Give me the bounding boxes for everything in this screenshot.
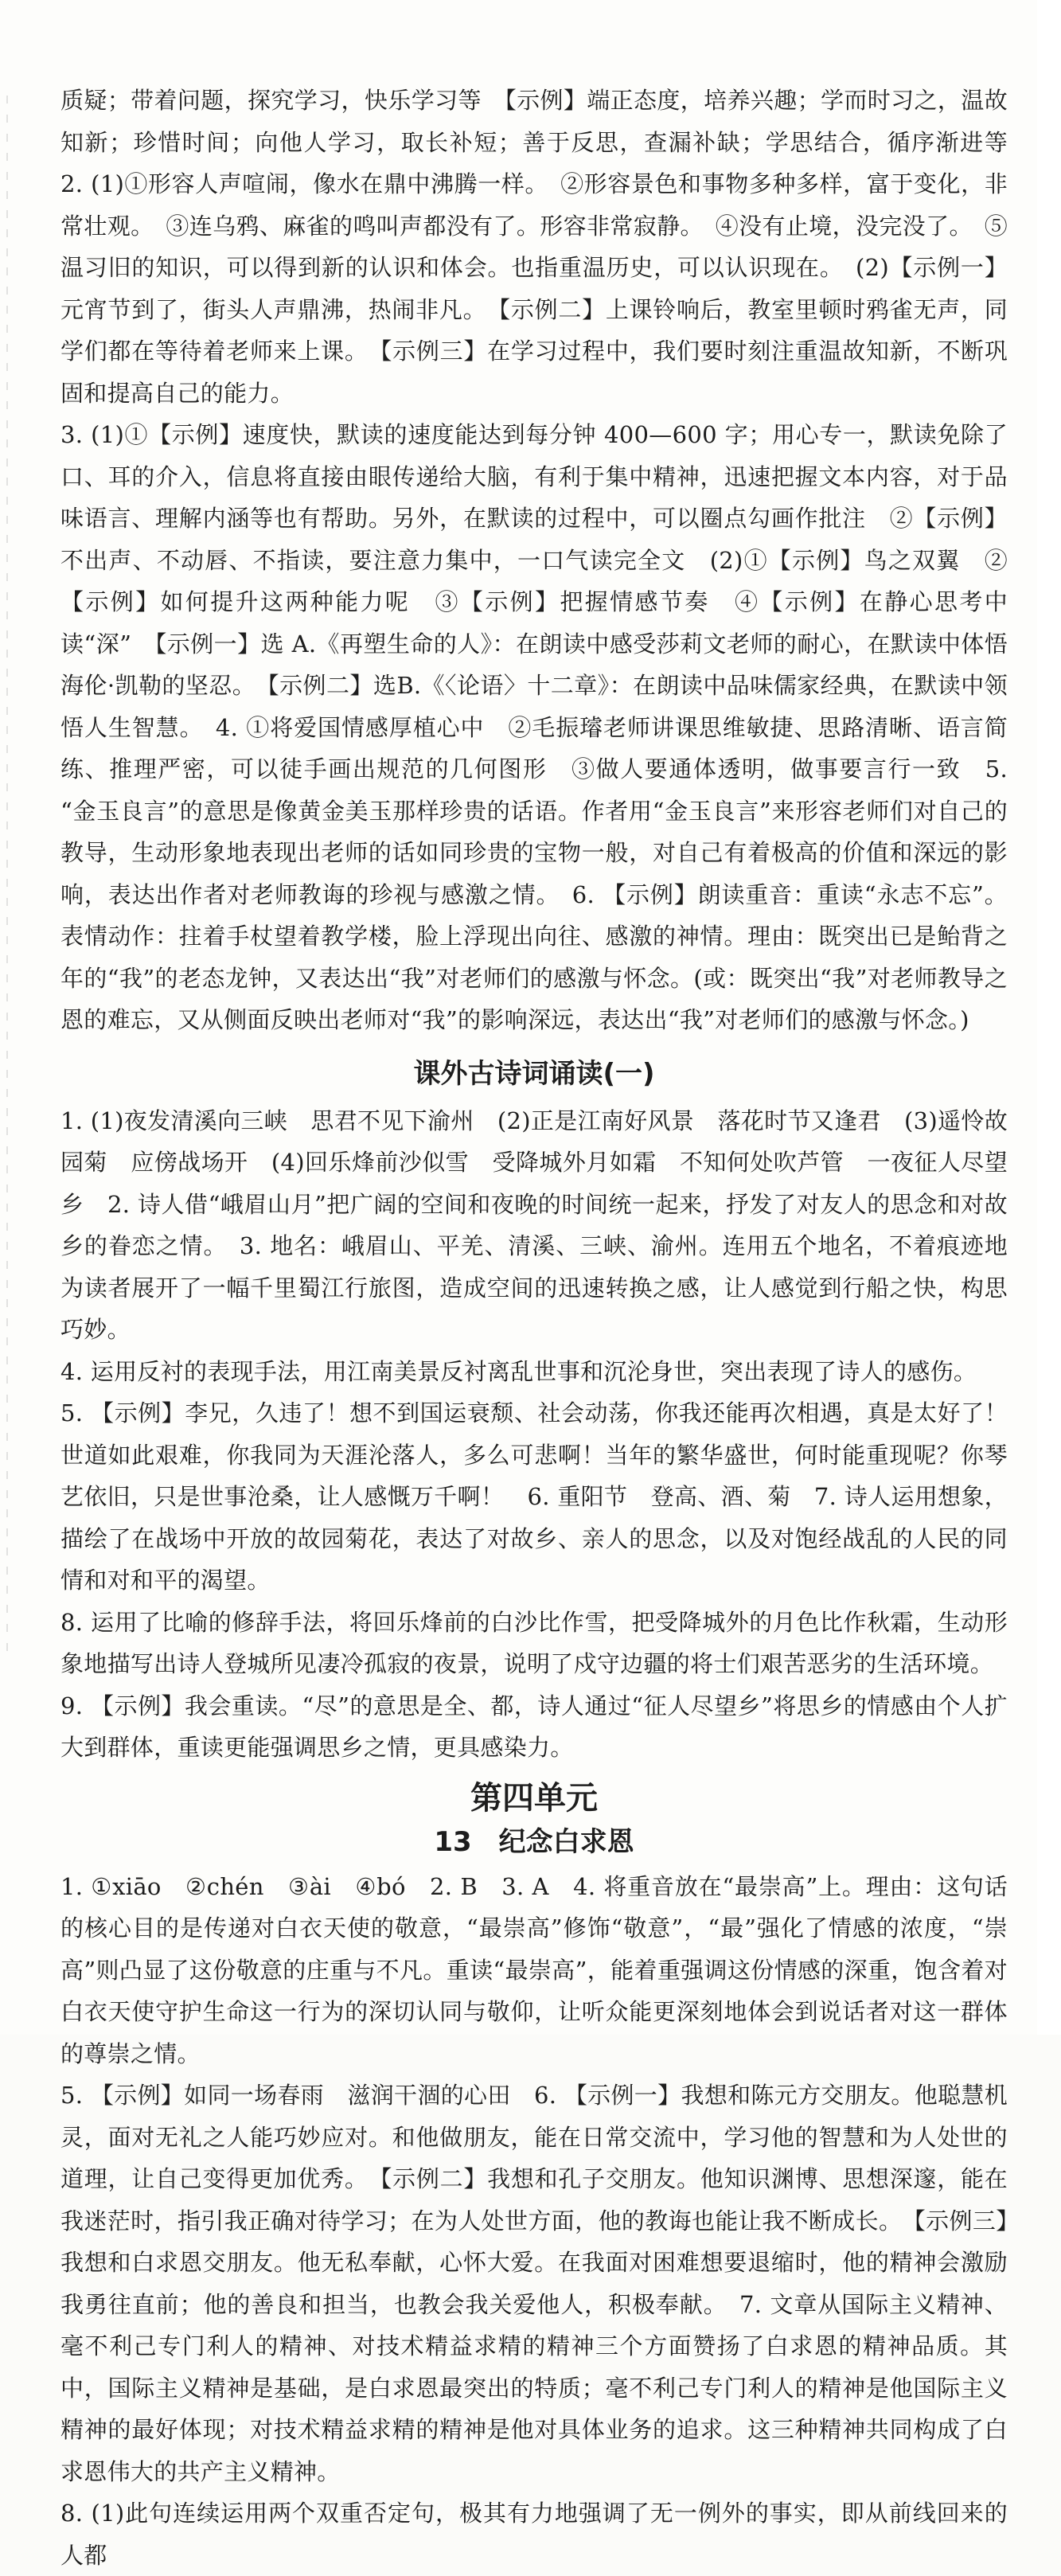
answer-paragraph: 1. (1)夜发清溪向三峡 思君不见下渝州 (2)正是江南好风景 落花时节又逢君 (3)遥怜故园菊 应傍战场开 (4)回乐烽前沙似雪 受降城外月如霜 不知何处吹芦管 一夜征人尽望乡 2. 诗人借“峨眉山月”把广阔的空间和夜晚的时间统一起来，抒发了对友人的思念和对故乡的眷恋之情。 3. 地名：峨眉山、平羌、清溪、三峡、渝州。连用五个地名，不着痕迹地为读者展开了一幅千里蜀江行旅图，造成空间的迅速转换之感，让人感觉到行船之快，构思巧妙。	[60, 1100, 1008, 1351]
answer-paragraph: 8. 运用了比喻的修辞手法，将回乐烽前的白沙比作雪，把受降城外的月色比作秋霜，生动形象地描写出诗人登城所见凄冷孤寂的夜景，说明了戍守边疆的将士们艰苦恶劣的生活环境。	[60, 1602, 1008, 1685]
section-answers-poetry	[60, 1100, 1008, 1769]
answer-paragraph: 4. 运用反衬的表现手法，用江南美景反衬离乱世事和沉沦身世，突出表现了诗人的感伤。	[60, 1351, 1008, 1393]
answer-paragraph: 1. ①xiāo ②chén ③ài ④bó 2. B 3. A 4. 将重音放在“最崇高”上。理由：这句话的核心目的是传递对白衣天使的敬意，“最崇高”修饰“敬意”，“最”强化了情感的浓度，“崇高”则凸显了这份敬意的庄重与不凡。重读“最崇高”，能着重强调这份情感的深重，饱含着对白衣天使守护生命这一行为的深切认同与敬仰，让听众能更深刻地体会到说话者对这一群体的尊崇之情。	[60, 1866, 1008, 2075]
section-heading-poetry: 课外古诗词诵读(一)	[60, 1052, 1008, 1095]
binding-margin	[6, 96, 8, 1656]
answer-paragraph: 8. (1)此句连续运用两个双重否定句，极其有力地强调了无一例外的事实，即从前线回来的人都	[60, 2492, 1008, 2576]
lesson-heading: 13 纪念白求恩	[60, 1821, 1008, 1863]
unit-heading: 第四单元	[60, 1775, 1008, 1821]
answer-paragraph: 5. 【示例】如同一场春雨 滋润干涸的心田 6. 【示例一】我想和陈元方交朋友。他聪慧机灵，面对无礼之人能巧妙应对。和他做朋友，能在日常交流中，学习他的智慧和为人处世的道理，让自己变得更加优秀。 【示例二】我想和孔子交朋友。他知识渊博、思想深邃，能在我迷茫时，指引我正确对待学习；在为人处世方面，他的教诲也能让我不断成长。 【示例三】我想和白求恩交朋友。他无私奉献，心怀大爱。在我面对困难想要退缩时，他的精神会激励我勇往直前；他的善良和担当，也教会我关爱他人，积极奉献。 7. 文章从国际主义精神、毫不利己专门利人的精神、对技术精益求精的精神三个方面赞扬了白求恩的精神品质。其中，国际主义精神是基础，是白求恩最突出的特质；毫不利己专门利人的精神是他国际主义精神的最好体现；对技术精益求精的精神是他对具体业务的追求。这三种精神共同构成了白求恩伟大的共产主义精神。	[60, 2074, 1008, 2492]
answer-paragraph: 9. 【示例】我会重读。“尽”的意思是全、都，诗人通过“征人尽望乡”将思乡的情感由个人扩大到群体，重读更能强调思乡之情，更具感染力。	[60, 1685, 1008, 1769]
answer-paragraph: 5. 【示例】李兄，久违了！想不到国运衰颓、社会动荡，你我还能再次相遇，真是太好了！世道如此艰难，你我同为天涯沦落人，多么可悲啊！当年的繁华盛世，何时能重现呢？你琴艺依旧，只是世事沧桑，让人感慨万千啊！ 6. 重阳节 登高、酒、菊 7. 诗人运用想象，描绘了在战场中开放的故园菊花，表达了对故乡、亲人的思念，以及对饱经战乱的人民的同情和对和平的渴望。	[60, 1392, 1008, 1602]
page-edge	[1037, 0, 1061, 2035]
section-answers-part1	[60, 80, 1008, 1041]
answer-paragraph: 质疑；带着问题，探究学习，快乐学习等 【示例】端正态度，培养兴趣；学而时习之，温故知新；珍惜时间；向他人学习，取长补短；善于反思，查漏补缺；学思结合，循序渐进等 2. (1)①形容人声喧闹，像水在鼎中沸腾一样。 ②形容景色和事物多种多样，富于变化，非常壮观。 ③连乌鸦、麻雀的鸣叫声都没有了。形容非常寂静。 ④没有止境，没完没了。 ⑤温习旧的知识，可以得到新的认识和体会。也指重温历史，可以认识现在。 (2)【示例一】元宵节到了，街头人声鼎沸，热闹非凡。 【示例二】上课铃响后，教室里顿时鸦雀无声，同学们都在等待着老师来上课。 【示例三】在学习过程中，我们要时刻注重温故知新，不断巩固和提高自己的能力。	[60, 80, 1008, 414]
answer-paragraph: 3. (1)①【示例】速度快，默读的速度能达到每分钟 400—600 字；用心专一，默读免除了口、耳的介入，信息将直接由眼传递给大脑，有利于集中精神，迅速把握文本内容，对于品味语言、理解内涵等也有帮助。另外，在默读的过程中，可以圈点勾画作批注 ②【示例】不出声、不动唇、不指读，要注意力集中，一口气读完全文 (2)①【示例】鸟之双翼 ②【示例】如何提升这两种能力呢 ③【示例】把握情感节奏 ④【示例】在静心思考中读“深” 【示例一】选 A.《再塑生命的人》：在朗读中感受莎莉文老师的耐心，在默读中体悟海伦·凯勒的坚忍。 【示例二】选B.《〈论语〉十二章》：在朗读中品味儒家经典，在默读中领悟人生智慧。 4. ①将爱国情感厚植心中 ②毛振璿老师讲课思维敏捷、思路清晰、语言简练、推理严密，可以徒手画出规范的几何图形 ③做人要通体透明，做事要言行一致 5. “金玉良言”的意思是像黄金美玉那样珍贵的话语。作者用“金玉良言”来形容老师们对自己的教导，生动形象地表现出老师的话如同珍贵的宝物一般，对自己有着极高的价值和深远的影响，表达出作者对老师教诲的珍视与感激之情。 6. 【示例】朗读重音：重读“永志不忘”。表情动作：拄着手杖望着教学楼，脸上浮现出向往、感激的神情。理由：既突出已是鲐背之年的“我”的老态龙钟，又表达出“我”对老师们的感激与怀念。(或：既突出“我”对老师教导之恩的难忘，又从侧面反映出老师对“我”的影响深远，表达出“我”对老师们的感激与怀念。)	[60, 414, 1008, 1041]
page-content	[60, 80, 1008, 2576]
section-answers-lesson13	[60, 1866, 1008, 2576]
